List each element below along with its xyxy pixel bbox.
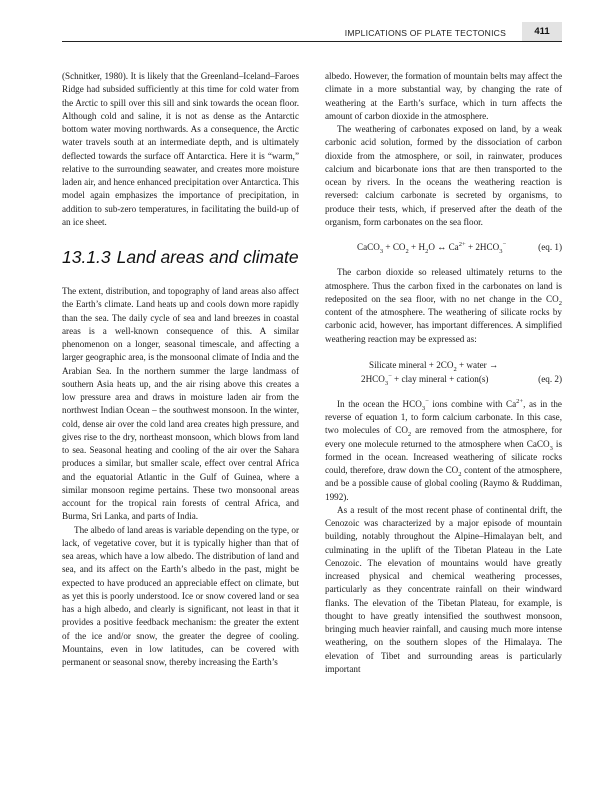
section-number: 13.1.3: [62, 247, 111, 267]
equation-2: [325, 358, 562, 386]
equation-2-label: (eq. 2): [538, 373, 562, 384]
left-paragraph-3: The albedo of land areas is variable depending on the type, or lack, of vegetative cover, but it is typically higher than that of sea areas, which have a low albedo. The distribution of land and sea, and its affect on the Earth’s albedo in the past, might be expected to have produced an appreciable effect on climate, but as yet this is poorly understood. Ice or snow covered land or sea has a high albedo, and clearly is significant, not least in that it provides a positive feedback mechanism: the greater the extent of the ice and/or snow, the greater the degree of cooling. Mountains, even in low latitudes, can be covered with permanent or seasonal snow, thereby increasing the Earth’s: [62, 524, 300, 667]
equation-1-label: (eq. 1): [538, 242, 562, 252]
right-paragraph-1: albedo. However, the formation of mountain belts may affect the climate in a more substantial way, by changing the rate of weathering at the Earth’s surface, which in turn affects the amount of carbon dioxide in the atmosphere.: [325, 71, 562, 121]
header-rule: [62, 41, 562, 42]
left-paragraph-1: (Schnitker, 1980). It is likely that the Greenland–Iceland–Faroes Ridge had subsided sufficiently at this time for cold water from the Arctic to spill over this sill and sink towards the ocean floor. Although cold and saline, it is not as dense as the Antarctic bottom water moving northwards. As a consequence, the Arctic water travels south at an intermediate depth, and is ultimately deflected towards the surface off Antarctica. Here it is “warm,” relative to the surrounding seawater, and creates more moisture laden air, and hence enhanced precipitation over Antarctica. This model again emphasizes the importance of precipitation, in addition to sub-zero temperatures, in facilitating the build-up of an ice sheet.: [62, 71, 299, 227]
equation-2-line-1: Silicate mineral + $2CO_2$ + water →: [369, 359, 499, 373]
right-paragraph-2: The weathering of carbonates exposed on land, by a weak carbonic acid solution, formed by the dissociation of carbon dioxide from the atmosphere, or soil, in rainwater, produces calcium and bicarbonate ions that are then transported to the ocean by rivers. In the oceans the weathering reaction is reversed: calcium carbonate is secreted by organisms, to produce their tests, which, if preserved after the death of the organism, form carbonates on the sea floor.: [325, 124, 562, 227]
page-number: 411: [522, 22, 562, 41]
right-paragraph-3: The carbon dioxide so released ultimately returns to the atmosphere. Thus the carbon fixed in the carbonates on land is redeposited on the sea floor, with no net change in the $CO_2$ content of the atmosphere. The weathering of silicate rocks by carbonic acid, however, has important differences. A simplified weathering reaction may be expressed as:: [325, 267, 562, 344]
right-column: [325, 70, 562, 676]
equation-1-body: CaCO$_3$ + $CO_2 + H_2O$ ↔ $Ca^{2+} + 2HCO_3^-$: [357, 240, 507, 255]
equation-2-line-2: $2HCO_3^-$ + clay mineral + cation(s) (eq. 2): [361, 372, 562, 387]
right-paragraph-5: As a result of the most recent phase of continental drift, the Cenozoic was characterized by a major episode of mountain building, notably throughout the Alpine–Himalayan belt, and culminating in the uplift of the Tibetan Plateau in the Late Cenozoic. The elevation of mountains would have greatly increased physical and chemical weathering processes, particularly as they concentrate rainfall on their windward flanks. The elevation of the Tibetan Plateau, for example, is thought to have greatly intensified the southwest monsoon, bringing much heavier rainfall, and causing much more intense weathering, on the southern slopes of the Himalaya. The elevation of Tibet and surrounding areas is particularly important: [325, 504, 562, 674]
running-header: [62, 22, 562, 44]
equation-1: [325, 241, 562, 254]
running-title: IMPLICATIONS OF PLATE TECTONICS: [344, 28, 506, 38]
section-title: Land areas and climate: [116, 247, 299, 267]
right-paragraph-4: In the ocean the $HCO_3^-$ ions combine with $Ca^{2+}$, as in the reverse of equation 1, to form calcium carbonate. In this case, two molecules of $CO_2$ are removed from the atmosphere, for every one molecule returned to the atmosphere when CaCO$_3$ is formed in the ocean. Increased weathering of silicate rocks could, therefore, draw down the $CO_2$ content of the atmosphere, and be a possible cause of global cooling (Raymo & Ruddiman, 1992).: [325, 397, 562, 502]
left-paragraph-2: The extent, distribution, and topography of land areas also affect the Earth’s climate. Land heats up and cools down more rapidly than the sea. The daily cycle of sea and land breezes in coastal areas is a well-known consequence of this. A similar phenomenon on a longer, seasonal timescale, and affecting a larger geographic area, is the monsoonal climate of India and the Arabian Sea. In the northern summer the large landmass of southern Asia heats up, and the air rising above this creates a low pressure area and draws in moisture laden air from the northwest Indian Ocean – the southwest monsoon. In the winter, cold, dense air over the cold land area creates high pressure, and gives rise to the dry, northeast monsoon, which blows from land to sea. Seasonal heating and cooling of the air over the Sahara produces a similar, but smaller scale, effect over central Africa and the equatorial Atlantic in the Gulf of Guinea, where a similar monsoon regime pertains. These two monsoonal areas account for the tropical rain forests of central Africa, and Burma, Sri Lanka, and parts of India.: [62, 286, 299, 522]
left-column: [62, 70, 299, 669]
section-heading: [62, 247, 299, 267]
